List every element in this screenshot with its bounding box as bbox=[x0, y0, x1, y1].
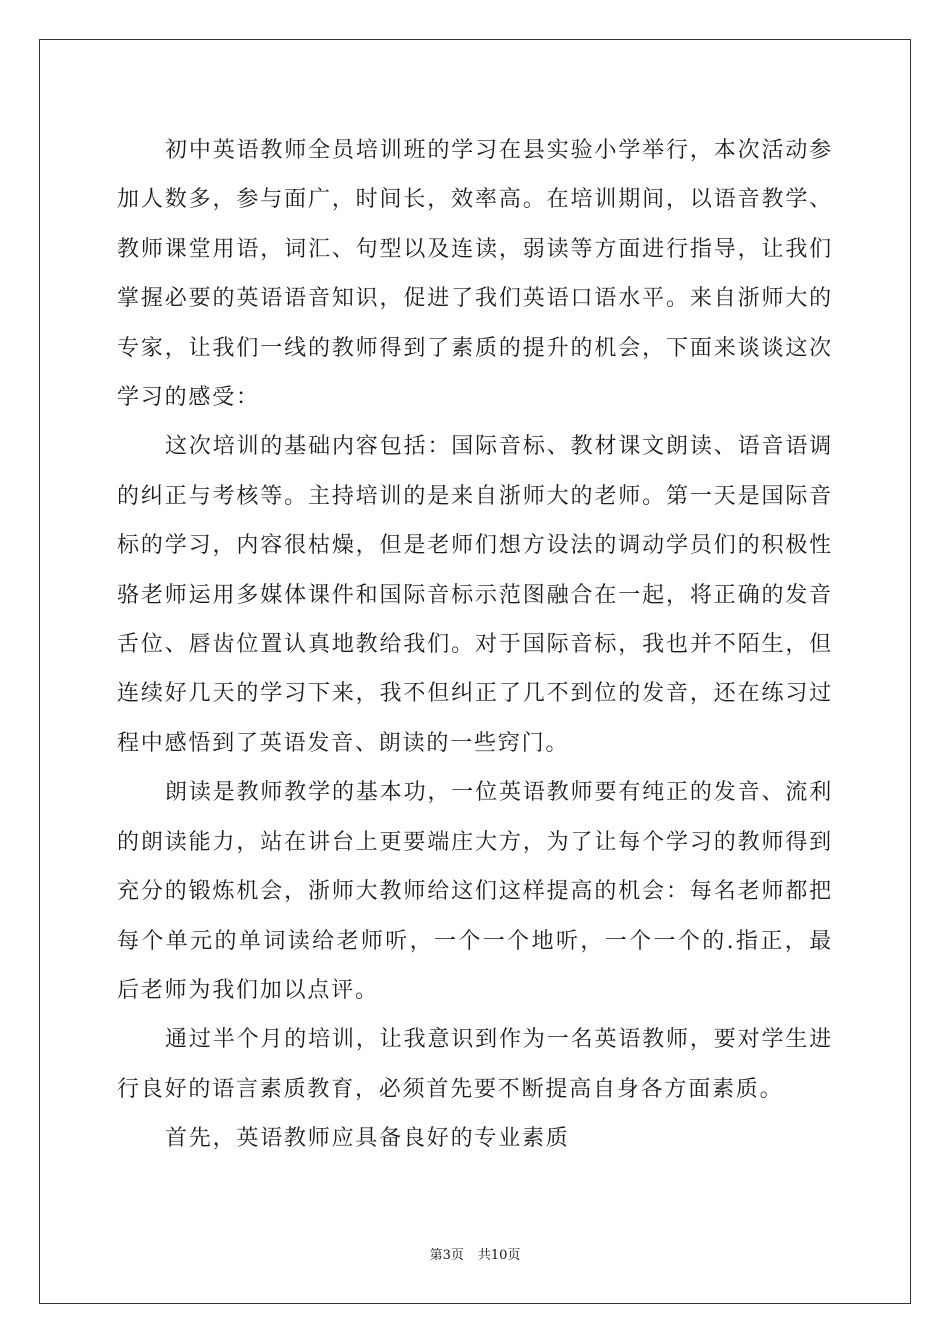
paragraph: 朗读是教师教学的基本功，一位英语教师要有纯正的发音、流利的朗读能力，站在讲台上更要端庄大方，为了让每个学习的教师得到充分的锻炼机会，浙师大教师给这们这样提高的机会：每名老师都把每个单元的单词读给老师听，一个一个地听，一个一个的.指正，最后老师为我们加以点评。 bbox=[117, 780, 833, 1003]
paragraph: 初中英语教师全员培训班的学习在县实验小学举行，本次活动参加人数多，参与面广，时间长，效率高。在培训期间，以语音教学、教师课堂用语，词汇、句型以及连读，弱读等方面进行指导，让我们掌握必要的英语语音知识，促进了我们英语口语水平。来自浙师大的专家，让我们一线的教师得到了素质的提升的机会，下面来谈谈这次学习的感受： bbox=[117, 138, 833, 411]
page-total: 共10页 bbox=[477, 1248, 521, 1263]
document-body bbox=[117, 126, 833, 1164]
paragraph: 这次培训的基础内容包括：国际音标、教材课文朗读、语音语调的纠正与考核等。主持培训的是来自浙师大的老师。第一天是国际音标的学习，内容很枯燥，但是老师们想方设法的调动学员们的积极性骆老师运用多媒体课件和国际音标示范图融合在一起，将正确的发音舌位、唇齿位置认真地教给我们。对于国际音标，我也并不陌生，但连续好几天的学习下来，我不但纠正了几不到位的发音，还在练习过程中感悟到了英语发音、朗读的一些窍门。 bbox=[117, 434, 833, 756]
page-footer bbox=[0, 1247, 950, 1265]
paragraph: 首先，英语教师应具备良好的专业素质 bbox=[165, 1126, 570, 1152]
paragraph: 通过半个月的培训，让我意识到作为一名英语教师，要对学生进行良好的语言素质教育，必须首先要不断提高自身各方面素质。 bbox=[117, 1027, 833, 1102]
page-number: 第3页 bbox=[429, 1248, 464, 1263]
